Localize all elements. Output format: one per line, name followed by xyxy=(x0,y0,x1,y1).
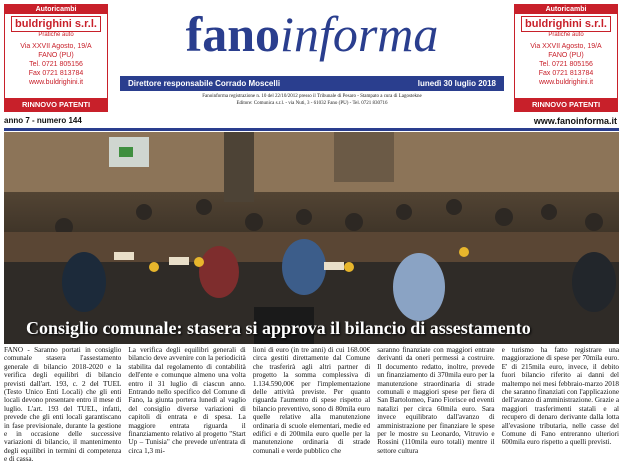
ad-web[interactable]: www.buldrighini.it xyxy=(28,79,84,86)
council-meeting-photo xyxy=(4,132,619,344)
ad-tagline: Autoricambi xyxy=(515,5,617,14)
masthead-part-informa: informa xyxy=(280,6,439,62)
ad-fax: Fax 0721 813784 xyxy=(538,70,594,77)
masthead-part-fano: fano xyxy=(185,6,281,62)
ad-footer: RINNOVO PATENTI xyxy=(515,98,617,111)
ad-address: Via XXVII Agosto, 19/A xyxy=(20,43,92,50)
ad-city: FANO (PU) xyxy=(38,52,74,59)
article-body xyxy=(4,346,619,470)
article-column: saranno finanziate con maggiori entrate derivanti da oneri permessi a costruire. Il documento redatto, inoltre, prevede un finanziamento di 370mila euro per la manutenzione straordinaria di strade comunali e maggiori spese per fiera di San Bartolomeo, Fano Fiorisce ed eventi natalizi per circa 60mila euro. Sara invece equilibrato dall'avanzo di amministrazione per finanziare le spese per le mostre su Leonardo, Vitruvio e Rossini (110mila euro totali) mentre il settore cultura xyxy=(377,346,495,455)
director-band xyxy=(120,76,504,91)
ad-city: FANO (PU) xyxy=(548,52,584,59)
ad-web[interactable]: www.buldrighini.it xyxy=(538,79,594,86)
article-column: e turismo ha fatto registrare una maggiorazione di spese per 70mila euro. E' di 215mila euro, invece, il debito fuori bilancio riferito ai danni del maltempo nei mesi febbraio-marzo 2018 che saranno finanziati con l'applicazione dell'avanzo di amministrazione. Grazie a maggiori trasferimenti statali e al recupero di denaro derivante dalla lotta all'evasione tributaria, nelle casse del Comune di Fano entreranno ulteriori 600mila euro rispetto a quelli previsti. xyxy=(501,346,620,447)
advertisement-right[interactable] xyxy=(514,4,618,112)
headline[interactable]: Consiglio comunale: stasera si approva il bilancio di assestamento xyxy=(26,318,531,338)
ad-sub: Pratiche auto xyxy=(38,32,74,38)
issue-number: anno 7 - numero 144 xyxy=(4,116,82,125)
article-column: lioni di euro (in tre anni) di cui 168.00€ circa gestiti direttamente dal Comune che trasferirà agli altri partner di progetto la somma complessiva di 1.134.590,00€ per l'implementazione delle attività previste. Per quanto riguarda l'aumento di spese rispetto al bilancio preventivo, sono di 80mila euro quelle relative alla manutenzione ordinaria di scuole elementari, medie ed edifici e di 200mila euro quelle per la manutenzione ordinaria di strade comunali e verde pubblico che xyxy=(252,346,371,455)
issue-date: lunedì 30 luglio 2018 xyxy=(417,79,496,88)
ad-fax: Fax 0721 813784 xyxy=(28,70,84,77)
article-column: FANO - Saranno portati in consiglio comunale stasera l'assestamento generale di bilancio 2018-2020 e la verifica degli equilibri di bilancio previsti dall'art. 193, c. 2 del TUEL (Testo Unico Enti Locali) che gli enti locali devono presentare entro il mese di luglio. L'art. 193 del TUEL, infatti, prevede che gli enti locali garantiscano in fase previsionale, durante la gestione e in occasione delle successive variazioni di bilancio, il mantenimento degli equilibri in termini di competenza e di cassa. xyxy=(4,346,122,464)
ad-tagline: Autoricambi xyxy=(5,5,107,14)
registration-line: Fanoinforma registrazione n. 10 del 22/10/2012 presso il Tribunale di Pesaro - Stampato a cura di Lagostekne xyxy=(202,94,422,99)
ad-tel: Tel. 0721 805156 xyxy=(539,61,593,68)
editor-line: Editore: Comunica s.r.l. - via Nuti, 3 - 61032 Fano (PU) - Tel. 0721 830716 xyxy=(236,101,388,106)
article-column: La verifica degli equilibri generali di bilancio deve avvenire con la periodicità stabilita dal regolamento di contabilità dell'ente e comunque almeno una volta entro il 31 luglio di ciascun anno. Entrando nello specifico del Comune di Fano, la giunta portera lunedì al vaglio del consiglio diverse variazioni di capitoli di entrata e di spesa. La maggiore entrata riguarda il finanziamento relativo al progetto "Start Up – Tunisia" che prevede un'entrata di circa 1,3 mi- xyxy=(128,346,246,455)
website-link[interactable]: www.fanoinforma.it xyxy=(533,116,617,126)
ad-address: Via XXVII Agosto, 19/A xyxy=(530,43,602,50)
photo-illustration xyxy=(4,132,619,344)
ad-footer: RINNOVO PATENTI xyxy=(5,98,107,111)
masthead-logo xyxy=(120,8,504,60)
ad-sub: Pratiche auto xyxy=(548,32,584,38)
director-name: Direttore responsabile Corrado Moscelli xyxy=(128,79,281,88)
registration-info xyxy=(120,93,504,107)
ad-brand: buldrighini s.r.l. xyxy=(11,16,101,32)
advertisement-left[interactable] xyxy=(4,4,108,112)
ad-tel: Tel. 0721 805156 xyxy=(29,61,83,68)
ad-brand: buldrighini s.r.l. xyxy=(521,16,611,32)
divider xyxy=(4,128,619,131)
